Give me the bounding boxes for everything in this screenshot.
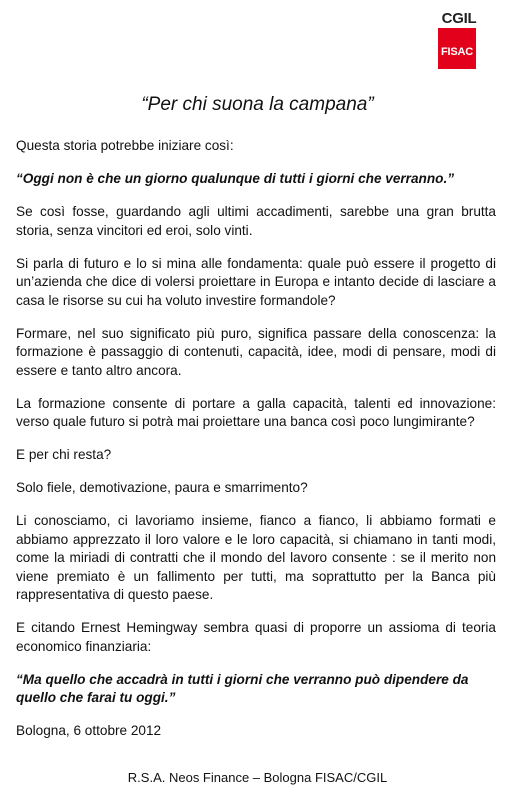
paragraph: La formazione consente di portare a galla capacità, talenti ed innovazione: verso quale futuro si potrà mai proiettare una banca così poco lungimirante? [16, 395, 496, 429]
paragraph: Si parla di futuro e lo si mina alle fondamenta: quale può essere il progetto di un’azienda che dice di volersi proiettare in Europa e intanto decide di lasciare a casa le risorse su cui ha voluto investire formandole? [16, 255, 496, 308]
quote-opening: “Oggi non è che un giorno qualunque di tutti i giorni che verranno.” [16, 171, 455, 186]
paragraph: Se così fosse, guardando agli ultimi accadimenti, sarebbe una gran brutta storia, senza vincitori ed eroi, solo vinti. [16, 204, 496, 238]
cgil-fisac-logo [433, 10, 485, 68]
document-title: “Per chi suona la campana” [141, 94, 374, 115]
quote-hemingway: “Ma quello che accadrà in tutti i giorni che verranno può dipendere da quello che farai tu oggi.” [16, 671, 469, 705]
paragraph: Li conosciamo, ci lavoriamo insieme, fianco a fianco, li abbiamo formati e abbiamo apprezzato il loro valore e le loro capacità, si chiamano in tanti modi, come la miriadi di contratti che il mondo del lavoro consente : se il merito non viene premiato è un fallimento per tutti, ma soprattutto per la Banca più rappresentativa di questo paese. [16, 513, 496, 602]
logo-fisac-text: FISAC [440, 46, 473, 58]
date-line: Bologna, 6 ottobre 2012 [16, 723, 162, 738]
paragraph-intro: Questa storia potrebbe iniziare così: [16, 138, 234, 153]
paragraph: Formare, nel suo significato più puro, significa passare della conoscenza: la formazione è passaggio di contenuti, capacità, idee, modi di pensare, modi di essere e tanto altro ancora. [16, 325, 496, 378]
paragraph: E per chi resta? [16, 447, 112, 462]
paragraph: Solo fiele, demotivazione, paura e smarrimento? [16, 480, 308, 495]
logo-cgil-text: CGIL [441, 10, 477, 27]
footer-signature: R.S.A. Neos Finance – Bologna FISAC/CGIL [127, 770, 388, 785]
document-body [16, 137, 496, 755]
paragraph: E citando Ernest Hemingway sembra quasi di proporre un assioma di teoria economico finanziaria: [16, 620, 496, 654]
